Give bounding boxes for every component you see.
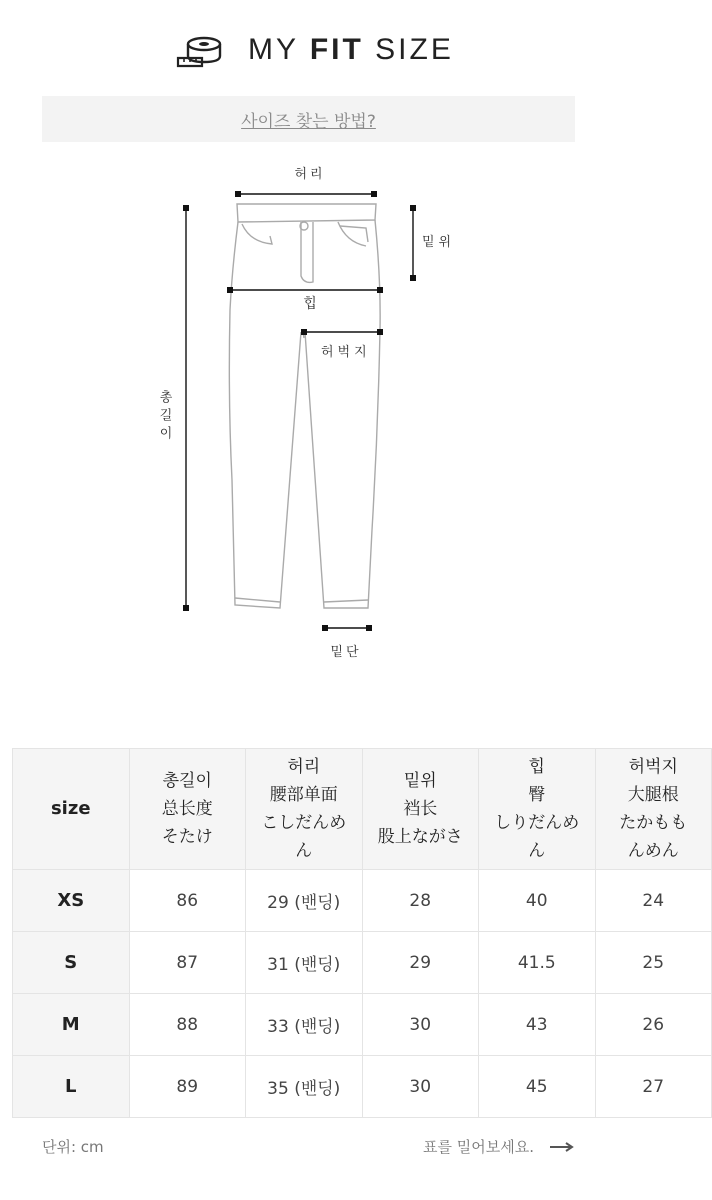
table-row (13, 870, 712, 932)
column-header-line: size (50, 798, 91, 819)
column-header (479, 749, 596, 870)
brand-title (248, 32, 454, 68)
table-cell: 33 (밴딩) (246, 994, 363, 1056)
size-table (12, 748, 712, 1118)
size-cell: S (13, 932, 130, 994)
thigh-label: 허벅지 (321, 345, 371, 360)
table-cell: 30 (362, 994, 479, 1056)
table-cell: 27 (595, 1056, 712, 1118)
how-to-find-size-link[interactable]: 사이즈 찾는 방법? (241, 111, 376, 132)
scroll-hint (423, 1136, 574, 1157)
table-cell: 89 (129, 1056, 246, 1118)
table-cell: 30 (362, 1056, 479, 1118)
column-header-line: 총길이 (162, 771, 212, 791)
table-cell: 29 (밴딩) (246, 870, 363, 932)
column-header-line: そたけ (161, 827, 213, 847)
column-header (595, 749, 712, 870)
brand-header (0, 30, 616, 74)
column-header-line: 臀 (528, 785, 546, 805)
brand-size: SIZE (375, 33, 454, 66)
column-header-line: 밑위 (403, 771, 437, 791)
column-header-line: んめん (627, 841, 679, 861)
scroll-hint-text: 표를 밀어보세요. (423, 1138, 534, 1156)
measure-lines (186, 194, 413, 628)
brand-my: MY (248, 33, 299, 66)
column-header-line: 总长度 (161, 799, 213, 819)
table-cell: 43 (479, 994, 596, 1056)
table-cell: 28 (362, 870, 479, 932)
column-header-line: 허벅지 (628, 757, 678, 777)
column-header-line: ん (295, 841, 313, 861)
column-header-line: こしだんめ (261, 813, 347, 833)
unit-note: 단위: cm (42, 1138, 104, 1156)
table-row (13, 932, 712, 994)
size-cell: L (13, 1056, 130, 1118)
column-header-line: 腰部单面 (269, 785, 338, 805)
brand-fit: FIT (309, 33, 364, 66)
table-cell: 45 (479, 1056, 596, 1118)
column-header-size (13, 749, 130, 870)
rise-label: 밑위 (422, 235, 456, 250)
table-cell: 26 (595, 994, 712, 1056)
column-header (246, 749, 363, 870)
column-header-line: 股上ながさ (377, 827, 463, 847)
table-header-row (13, 749, 712, 870)
table-row (13, 1056, 712, 1118)
column-header-line: 힙 (528, 757, 545, 777)
table-cell: 87 (129, 932, 246, 994)
table-cell: 40 (479, 870, 596, 932)
waist-label: 허리 (294, 167, 326, 182)
total-length-label: 총길이 (156, 390, 172, 444)
hip-label: 힙 (303, 296, 317, 312)
table-cell: 29 (362, 932, 479, 994)
column-header-line: 裆长 (403, 799, 438, 819)
size-cell: XS (13, 870, 130, 932)
table-cell: 41.5 (479, 932, 596, 994)
table-cell: 31 (밴딩) (246, 932, 363, 994)
column-header (129, 749, 246, 870)
table-cell: 35 (밴딩) (246, 1056, 363, 1118)
table-cell: 86 (129, 870, 246, 932)
column-header-line: たかもも (619, 813, 688, 833)
tape-measure-icon (176, 34, 222, 68)
column-header-line: ん (528, 841, 546, 861)
pants-outline (229, 204, 380, 608)
arrow-right-icon (550, 1142, 574, 1152)
column-header (362, 749, 479, 870)
how-to-banner (42, 96, 575, 142)
size-cell: M (13, 994, 130, 1056)
column-header-line: 大腿根 (627, 785, 679, 805)
size-table-scroller[interactable] (12, 748, 688, 1118)
table-row (13, 994, 712, 1056)
table-body (13, 870, 712, 1118)
column-header-line: しりだんめ (494, 813, 580, 833)
measure-endpoints (183, 191, 416, 631)
pants-measurement-diagram (0, 150, 616, 670)
table-cell: 25 (595, 932, 712, 994)
table-cell: 88 (129, 994, 246, 1056)
column-header-line: 허리 (287, 757, 321, 777)
hem-label: 밑단 (330, 645, 362, 660)
table-cell: 24 (595, 870, 712, 932)
